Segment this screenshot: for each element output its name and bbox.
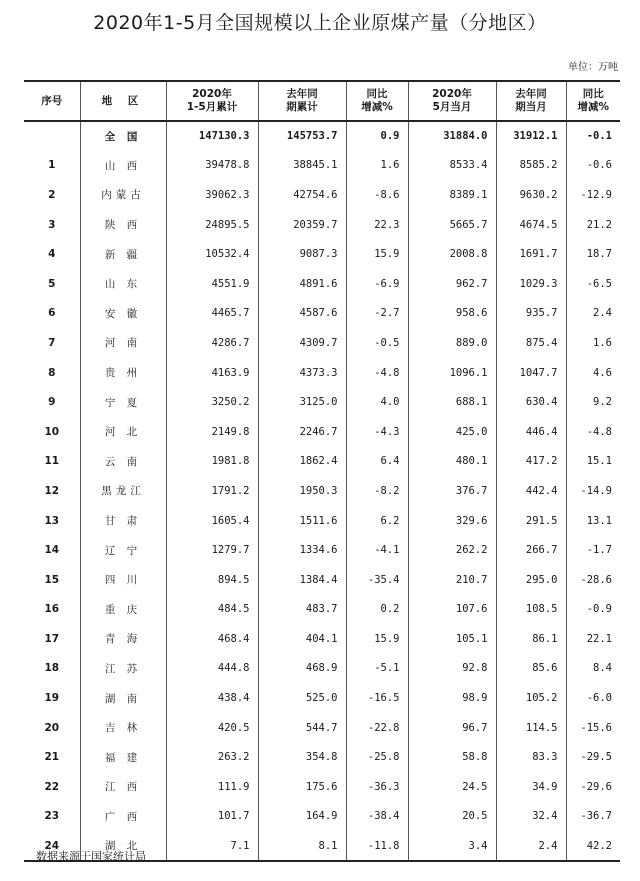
cell-month-prev: 1029.3	[496, 269, 566, 299]
cell-month-prev: 34.9	[496, 772, 566, 802]
cell-cum-prev: 38845.1	[258, 151, 346, 181]
cell-month-yoy: 22.1	[566, 624, 620, 654]
cell-region: 重 庆	[80, 595, 166, 625]
cell-seq: 3	[48, 218, 56, 231]
cell-region: 内蒙古	[80, 180, 166, 210]
cell-month-2020: 24.5	[408, 772, 496, 802]
cell-month-2020: 962.7	[408, 269, 496, 299]
cell-month-prev: 83.3	[496, 742, 566, 772]
cell-region: 河 南	[80, 328, 166, 358]
cell-region: 湖 北	[80, 831, 166, 861]
cell-region: 江 苏	[80, 654, 166, 684]
cell-seq: 9	[48, 396, 56, 409]
cell-month-prev: 1691.7	[496, 239, 566, 269]
cell-cum-prev: 483.7	[258, 595, 346, 625]
header-cum-yoy: 同比 增减%	[346, 81, 408, 121]
cell-month-prev: 8585.2	[496, 151, 566, 181]
cell-cum-2020: 3250.2	[166, 387, 258, 417]
cell-region: 辽 宁	[80, 535, 166, 565]
cell-seq: 24	[44, 839, 60, 852]
cell-cum-prev: 1862.4	[258, 447, 346, 477]
cell-cum-prev: 525.0	[258, 683, 346, 713]
cell-cum-prev: 164.9	[258, 802, 346, 832]
table-row	[24, 742, 620, 772]
cell-month-prev: 630.4	[496, 387, 566, 417]
cell-cum-prev: 2246.7	[258, 417, 346, 447]
cell-region: 江 西	[80, 772, 166, 802]
cell-month-2020: 958.6	[408, 299, 496, 329]
header-seq: 序号	[41, 94, 63, 107]
cell-month-2020: 262.2	[408, 535, 496, 565]
header-cum-2020: 2020年 1-5月累计	[166, 81, 258, 121]
cell-month-prev: 266.7	[496, 535, 566, 565]
cell-cum-yoy: -16.5	[346, 683, 408, 713]
cell-month-yoy: -6.0	[566, 683, 620, 713]
cell-region: 新 疆	[80, 239, 166, 269]
header-cum-prev: 去年同 期累计	[258, 81, 346, 121]
cell-cum-2020: 420.5	[166, 713, 258, 743]
cell-seq: 7	[48, 336, 56, 349]
cell-cum-2020: 10532.4	[166, 239, 258, 269]
cell-cum-yoy: 0.2	[346, 595, 408, 625]
unit-label: 单位：万吨	[568, 62, 618, 73]
cell-cum-prev: 1950.3	[258, 476, 346, 506]
cell-month-yoy: 42.2	[566, 831, 620, 861]
cell-cum-2020: 4286.7	[166, 328, 258, 358]
cell-month-2020: 107.6	[408, 595, 496, 625]
cell-month-2020: 105.1	[408, 624, 496, 654]
cell-month-prev: 935.7	[496, 299, 566, 329]
cell-region: 广 西	[80, 802, 166, 832]
cell-seq: 11	[44, 455, 60, 468]
cell-region: 全 国	[80, 121, 166, 151]
cell-month-prev: 32.4	[496, 802, 566, 832]
cell-cum-prev: 404.1	[258, 624, 346, 654]
table-row	[24, 476, 620, 506]
cell-month-2020: 8533.4	[408, 151, 496, 181]
table-row	[24, 358, 620, 388]
cell-month-2020: 5665.7	[408, 210, 496, 240]
table-header	[24, 81, 620, 121]
table-row	[24, 328, 620, 358]
cell-month-yoy: -28.6	[566, 565, 620, 595]
cell-month-yoy: -6.5	[566, 269, 620, 299]
table-row	[24, 683, 620, 713]
cell-region: 安 徽	[80, 299, 166, 329]
cell-seq: 18	[44, 662, 60, 675]
cell-month-yoy: -29.6	[566, 772, 620, 802]
cell-cum-prev: 4309.7	[258, 328, 346, 358]
table-row	[24, 180, 620, 210]
table-row	[24, 713, 620, 743]
cell-cum-2020: 2149.8	[166, 417, 258, 447]
cell-month-2020: 1096.1	[408, 358, 496, 388]
table-row-total	[24, 121, 620, 151]
table-row	[24, 269, 620, 299]
production-table-container	[24, 80, 620, 862]
cell-cum-yoy: -36.3	[346, 772, 408, 802]
cell-month-2020: 3.4	[408, 831, 496, 861]
table-row	[24, 772, 620, 802]
cell-cum-prev: 354.8	[258, 742, 346, 772]
cell-seq: 19	[44, 692, 60, 705]
cell-seq: 12	[44, 484, 60, 497]
cell-cum-prev: 8.1	[258, 831, 346, 861]
table-row	[24, 654, 620, 684]
table-row	[24, 447, 620, 477]
table-row	[24, 624, 620, 654]
cell-month-2020: 210.7	[408, 565, 496, 595]
cell-cum-prev: 1511.6	[258, 506, 346, 536]
cell-region: 山 东	[80, 269, 166, 299]
cell-cum-prev: 20359.7	[258, 210, 346, 240]
cell-seq: 15	[44, 573, 60, 586]
cell-month-yoy: -1.7	[566, 535, 620, 565]
cell-cum-2020: 894.5	[166, 565, 258, 595]
cell-seq: 10	[44, 425, 60, 438]
cell-cum-yoy: -4.1	[346, 535, 408, 565]
cell-seq: 22	[44, 780, 60, 793]
cell-cum-yoy: -38.4	[346, 802, 408, 832]
cell-month-2020: 96.7	[408, 713, 496, 743]
cell-cum-2020: 4465.7	[166, 299, 258, 329]
cell-seq: 13	[44, 514, 60, 527]
cell-cum-yoy: 15.9	[346, 624, 408, 654]
cell-cum-2020: 263.2	[166, 742, 258, 772]
table-row	[24, 595, 620, 625]
cell-month-yoy: 13.1	[566, 506, 620, 536]
cell-month-yoy: -0.9	[566, 595, 620, 625]
cell-cum-2020: 468.4	[166, 624, 258, 654]
cell-month-yoy: -36.7	[566, 802, 620, 832]
cell-month-2020: 425.0	[408, 417, 496, 447]
table-row	[24, 299, 620, 329]
cell-region: 青 海	[80, 624, 166, 654]
cell-month-yoy: 4.6	[566, 358, 620, 388]
cell-month-2020: 889.0	[408, 328, 496, 358]
cell-region: 贵 州	[80, 358, 166, 388]
cell-month-yoy: -29.5	[566, 742, 620, 772]
cell-region: 吉 林	[80, 713, 166, 743]
cell-cum-2020: 39062.3	[166, 180, 258, 210]
cell-seq: 2	[48, 188, 56, 201]
cell-region: 云 南	[80, 447, 166, 477]
header-region: 地 区	[80, 81, 166, 121]
cell-month-yoy: -12.9	[566, 180, 620, 210]
cell-cum-prev: 4373.3	[258, 358, 346, 388]
cell-region: 四 川	[80, 565, 166, 595]
cell-cum-prev: 4891.6	[258, 269, 346, 299]
cell-cum-prev: 42754.6	[258, 180, 346, 210]
cell-cum-2020: 1605.4	[166, 506, 258, 536]
cell-month-prev: 9630.2	[496, 180, 566, 210]
cell-cum-yoy: -35.4	[346, 565, 408, 595]
cell-cum-yoy: 0.9	[346, 121, 408, 151]
cell-cum-prev: 9087.3	[258, 239, 346, 269]
cell-month-yoy: -0.1	[566, 121, 620, 151]
cell-month-prev: 1047.7	[496, 358, 566, 388]
cell-seq: 20	[44, 721, 60, 734]
cell-cum-2020: 1279.7	[166, 535, 258, 565]
cell-month-prev: 295.0	[496, 565, 566, 595]
cell-seq: 21	[44, 751, 60, 764]
cell-seq: 5	[48, 277, 56, 290]
cell-cum-yoy: -11.8	[346, 831, 408, 861]
cell-cum-yoy: -0.5	[346, 328, 408, 358]
cell-cum-yoy: 15.9	[346, 239, 408, 269]
cell-month-yoy: 8.4	[566, 654, 620, 684]
cell-month-prev: 86.1	[496, 624, 566, 654]
cell-cum-prev: 1334.6	[258, 535, 346, 565]
cell-cum-2020: 484.5	[166, 595, 258, 625]
cell-cum-2020: 444.8	[166, 654, 258, 684]
table-row	[24, 387, 620, 417]
cell-cum-prev: 1384.4	[258, 565, 346, 595]
cell-month-prev: 417.2	[496, 447, 566, 477]
cell-region: 河 北	[80, 417, 166, 447]
cell-cum-2020: 24895.5	[166, 210, 258, 240]
cell-month-prev: 446.4	[496, 417, 566, 447]
page-title: 2020年1-5月全国规模以上企业原煤产量（分地区）	[93, 12, 547, 34]
cell-month-prev: 114.5	[496, 713, 566, 743]
cell-month-yoy: 9.2	[566, 387, 620, 417]
cell-month-prev: 291.5	[496, 506, 566, 536]
cell-month-2020: 376.7	[408, 476, 496, 506]
cell-month-2020: 92.8	[408, 654, 496, 684]
cell-month-prev: 4674.5	[496, 210, 566, 240]
cell-month-yoy: -14.9	[566, 476, 620, 506]
cell-month-prev: 2.4	[496, 831, 566, 861]
cell-cum-prev: 468.9	[258, 654, 346, 684]
cell-cum-2020: 1791.2	[166, 476, 258, 506]
cell-month-2020: 688.1	[408, 387, 496, 417]
cell-seq: 14	[44, 544, 60, 557]
cell-month-yoy: 2.4	[566, 299, 620, 329]
cell-seq: 1	[48, 159, 56, 172]
cell-cum-2020: 39478.8	[166, 151, 258, 181]
cell-cum-yoy: -25.8	[346, 742, 408, 772]
cell-month-2020: 329.6	[408, 506, 496, 536]
source-note: 数据来源于国家统计局	[36, 850, 146, 863]
cell-month-prev: 442.4	[496, 476, 566, 506]
cell-cum-2020: 4551.9	[166, 269, 258, 299]
cell-month-yoy: 18.7	[566, 239, 620, 269]
cell-cum-prev: 175.6	[258, 772, 346, 802]
cell-cum-yoy: -8.6	[346, 180, 408, 210]
cell-month-yoy: 21.2	[566, 210, 620, 240]
cell-month-2020: 98.9	[408, 683, 496, 713]
cell-region: 宁 夏	[80, 387, 166, 417]
cell-cum-yoy: -4.3	[346, 417, 408, 447]
cell-month-2020: 2008.8	[408, 239, 496, 269]
cell-cum-prev: 145753.7	[258, 121, 346, 151]
cell-cum-yoy: -2.7	[346, 299, 408, 329]
cell-month-2020: 31884.0	[408, 121, 496, 151]
cell-cum-2020: 147130.3	[166, 121, 258, 151]
cell-month-yoy: 1.6	[566, 328, 620, 358]
cell-month-yoy: -0.6	[566, 151, 620, 181]
table-row	[24, 802, 620, 832]
table-row	[24, 151, 620, 181]
cell-seq: 8	[48, 366, 56, 379]
cell-region: 湖 南	[80, 683, 166, 713]
cell-cum-2020: 4163.9	[166, 358, 258, 388]
cell-seq: 6	[48, 307, 56, 320]
cell-seq	[24, 121, 80, 151]
cell-cum-2020: 438.4	[166, 683, 258, 713]
cell-seq: 23	[44, 810, 60, 823]
cell-region: 福 建	[80, 742, 166, 772]
cell-cum-yoy: -8.2	[346, 476, 408, 506]
table-body	[24, 121, 620, 861]
cell-month-2020: 8389.1	[408, 180, 496, 210]
header-month-prev: 去年同 期当月	[496, 81, 566, 121]
cell-cum-yoy: 22.3	[346, 210, 408, 240]
cell-cum-yoy: 6.2	[346, 506, 408, 536]
cell-month-prev: 108.5	[496, 595, 566, 625]
cell-cum-prev: 3125.0	[258, 387, 346, 417]
cell-region: 陕 西	[80, 210, 166, 240]
cell-cum-yoy: -6.9	[346, 269, 408, 299]
cell-month-prev: 875.4	[496, 328, 566, 358]
cell-cum-yoy: 6.4	[346, 447, 408, 477]
cell-cum-yoy: 4.0	[346, 387, 408, 417]
cell-month-yoy: 15.1	[566, 447, 620, 477]
header-month-yoy: 同比 增减%	[566, 81, 620, 121]
table-row	[24, 506, 620, 536]
table-row	[24, 535, 620, 565]
header-month-2020: 2020年 5月当月	[408, 81, 496, 121]
cell-seq: 16	[44, 603, 60, 616]
cell-month-prev: 105.2	[496, 683, 566, 713]
cell-month-2020: 58.8	[408, 742, 496, 772]
table-row	[24, 565, 620, 595]
cell-region: 甘 肃	[80, 506, 166, 536]
cell-cum-2020: 111.9	[166, 772, 258, 802]
cell-cum-2020: 101.7	[166, 802, 258, 832]
cell-month-prev: 31912.1	[496, 121, 566, 151]
cell-region: 山 西	[80, 151, 166, 181]
cell-cum-2020: 7.1	[166, 831, 258, 861]
cell-cum-yoy: 1.6	[346, 151, 408, 181]
cell-cum-yoy: -22.8	[346, 713, 408, 743]
cell-month-2020: 480.1	[408, 447, 496, 477]
cell-seq: 17	[44, 632, 60, 645]
cell-cum-yoy: -5.1	[346, 654, 408, 684]
cell-cum-prev: 4587.6	[258, 299, 346, 329]
cell-region: 黑龙江	[80, 476, 166, 506]
cell-seq: 4	[48, 248, 56, 261]
cell-cum-2020: 1981.8	[166, 447, 258, 477]
cell-cum-yoy: -4.8	[346, 358, 408, 388]
production-table	[24, 80, 620, 862]
table-row	[24, 210, 620, 240]
table-row	[24, 417, 620, 447]
cell-month-2020: 20.5	[408, 802, 496, 832]
table-row	[24, 239, 620, 269]
cell-cum-prev: 544.7	[258, 713, 346, 743]
cell-month-yoy: -4.8	[566, 417, 620, 447]
cell-month-prev: 85.6	[496, 654, 566, 684]
cell-month-yoy: -15.6	[566, 713, 620, 743]
